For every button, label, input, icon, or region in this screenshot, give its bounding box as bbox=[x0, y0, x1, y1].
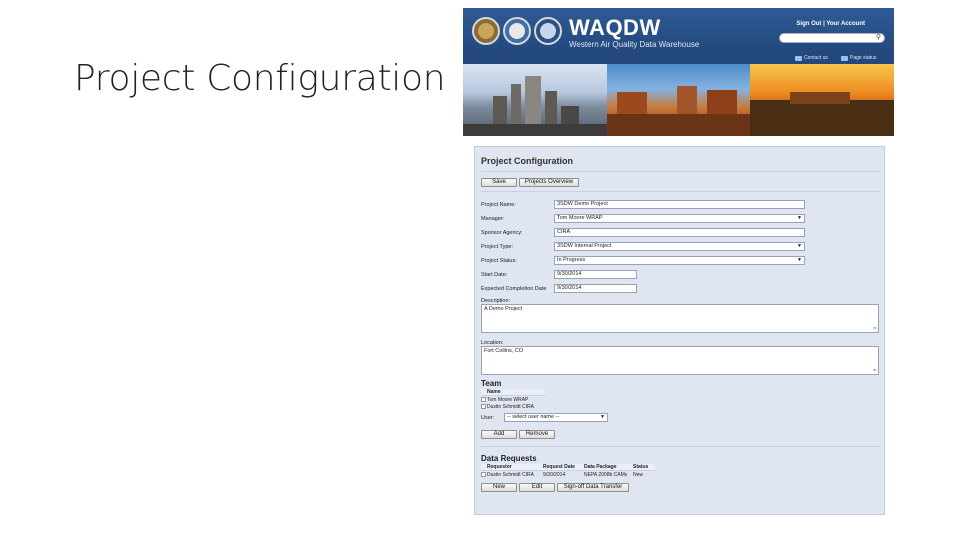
slide-title: Project Configuration bbox=[74, 58, 446, 99]
table-row[interactable] bbox=[481, 396, 545, 403]
description-label: Description: bbox=[481, 298, 511, 304]
team-member-name: Tom Moore WRAP bbox=[487, 396, 529, 403]
table-row[interactable] bbox=[481, 471, 655, 478]
manager-value: Tom Moore WRAP bbox=[557, 215, 603, 221]
requestor-value: Dustin Schmidt CIRA bbox=[487, 471, 534, 478]
arches-photo bbox=[607, 64, 750, 136]
sponsor-agency-label: Sponsor Agency: bbox=[481, 230, 523, 236]
page-status-label: Page status bbox=[850, 55, 877, 61]
team-name-header: Name bbox=[481, 389, 545, 396]
start-date-label: Start Date: bbox=[481, 272, 508, 278]
data-requests-heading: Data Requests bbox=[481, 454, 537, 463]
search-icon[interactable]: ⚲ bbox=[875, 34, 881, 41]
row-checkbox[interactable] bbox=[481, 472, 486, 477]
city-skyline-photo bbox=[463, 64, 607, 136]
col-request-date: Request Date bbox=[543, 464, 575, 470]
user-label: User: bbox=[481, 415, 495, 421]
panel-title: Project Configuration bbox=[481, 156, 573, 166]
link-separator: | bbox=[823, 21, 825, 27]
start-date-input[interactable]: 9/30/2014 bbox=[554, 270, 637, 279]
resize-grip-icon[interactable]: ≑ bbox=[872, 326, 877, 332]
divider bbox=[481, 191, 880, 192]
project-type-value: 3SDW Internal Project bbox=[557, 243, 612, 249]
data-requests-header bbox=[481, 464, 655, 471]
project-status-value: In Progress bbox=[557, 257, 586, 263]
signoff-data-transfer-button[interactable]: Sign-off Data Transfer bbox=[557, 483, 629, 492]
status-cell: New bbox=[633, 471, 644, 478]
save-button[interactable]: Save bbox=[481, 178, 517, 187]
sponsor-agency-input[interactable]: CIRA bbox=[554, 228, 805, 237]
sunset-mountains-photo bbox=[750, 64, 894, 136]
edit-request-button[interactable]: Edit bbox=[519, 483, 555, 492]
page-status-link[interactable] bbox=[841, 55, 876, 61]
project-name-input[interactable]: 3SDW Demo Project bbox=[554, 200, 805, 209]
project-config-panel bbox=[474, 146, 885, 515]
add-user-button[interactable]: Add bbox=[481, 430, 517, 439]
contact-us-link[interactable] bbox=[795, 55, 828, 61]
agency-seal-icon bbox=[503, 17, 531, 45]
remove-user-button[interactable]: Remove bbox=[519, 430, 555, 439]
brand-tagline: Western Air Quality Data Warehouse bbox=[569, 40, 700, 49]
location-textarea[interactable] bbox=[481, 346, 879, 375]
team-table bbox=[481, 389, 545, 410]
team-member-name: Dustin Schmidt CIRA bbox=[487, 403, 534, 410]
site-banner bbox=[463, 8, 894, 136]
expected-completion-input[interactable]: 9/30/2014 bbox=[554, 284, 637, 293]
user-select-value: -- select user name -- bbox=[507, 414, 560, 420]
location-label: Location: bbox=[481, 340, 504, 346]
expected-completion-label: Expected Completion Date bbox=[481, 286, 547, 292]
request-date-cell: 9/30/2014 bbox=[543, 471, 566, 478]
sign-out-link[interactable]: Sign Out bbox=[796, 21, 822, 27]
brand-logo-text[interactable]: WAQDW bbox=[569, 15, 661, 40]
requestor-cell bbox=[481, 472, 543, 478]
col-data-package: Data Package bbox=[584, 464, 617, 470]
col-status: Status bbox=[633, 464, 649, 470]
project-status-label: Project Status: bbox=[481, 258, 517, 264]
chevron-down-icon: ▼ bbox=[797, 243, 802, 249]
project-name-label: Project Name: bbox=[481, 202, 516, 208]
row-checkbox[interactable] bbox=[481, 397, 486, 402]
account-links bbox=[796, 21, 865, 27]
federal-seal-icon bbox=[534, 17, 562, 45]
chevron-down-icon: ▼ bbox=[797, 257, 802, 263]
manager-select[interactable] bbox=[554, 214, 805, 223]
contact-us-label: Contact us bbox=[804, 55, 828, 61]
description-value: A Demo Project bbox=[484, 306, 523, 312]
header-strip bbox=[463, 52, 894, 64]
col-requestor: Requestor bbox=[487, 464, 512, 470]
divider bbox=[481, 171, 880, 172]
status-icon bbox=[841, 56, 848, 61]
divider bbox=[481, 446, 880, 447]
table-row[interactable] bbox=[481, 403, 545, 410]
new-request-button[interactable]: New bbox=[481, 483, 517, 492]
team-heading: Team bbox=[481, 379, 502, 388]
project-status-select[interactable] bbox=[554, 256, 805, 265]
manager-label: Manager: bbox=[481, 216, 505, 222]
mail-icon bbox=[795, 56, 802, 61]
resize-grip-icon[interactable]: ≑ bbox=[872, 368, 877, 374]
data-package-cell: NEPA 2008b CAMx bbox=[584, 471, 628, 478]
projects-overview-button[interactable]: Projects Overview bbox=[519, 178, 579, 187]
user-select[interactable] bbox=[504, 413, 608, 422]
project-type-select[interactable] bbox=[554, 242, 805, 251]
project-type-label: Project Type: bbox=[481, 244, 513, 250]
your-account-link[interactable]: Your Account bbox=[826, 21, 865, 27]
chevron-down-icon: ▼ bbox=[797, 215, 802, 221]
chevron-down-icon: ▼ bbox=[600, 414, 605, 420]
state-seal-icon bbox=[472, 17, 500, 45]
data-requests-table bbox=[481, 464, 655, 478]
description-textarea[interactable] bbox=[481, 304, 879, 333]
location-value: Fort Collins, CO bbox=[484, 348, 524, 354]
row-checkbox[interactable] bbox=[481, 404, 486, 409]
site-search-input[interactable] bbox=[779, 33, 885, 43]
